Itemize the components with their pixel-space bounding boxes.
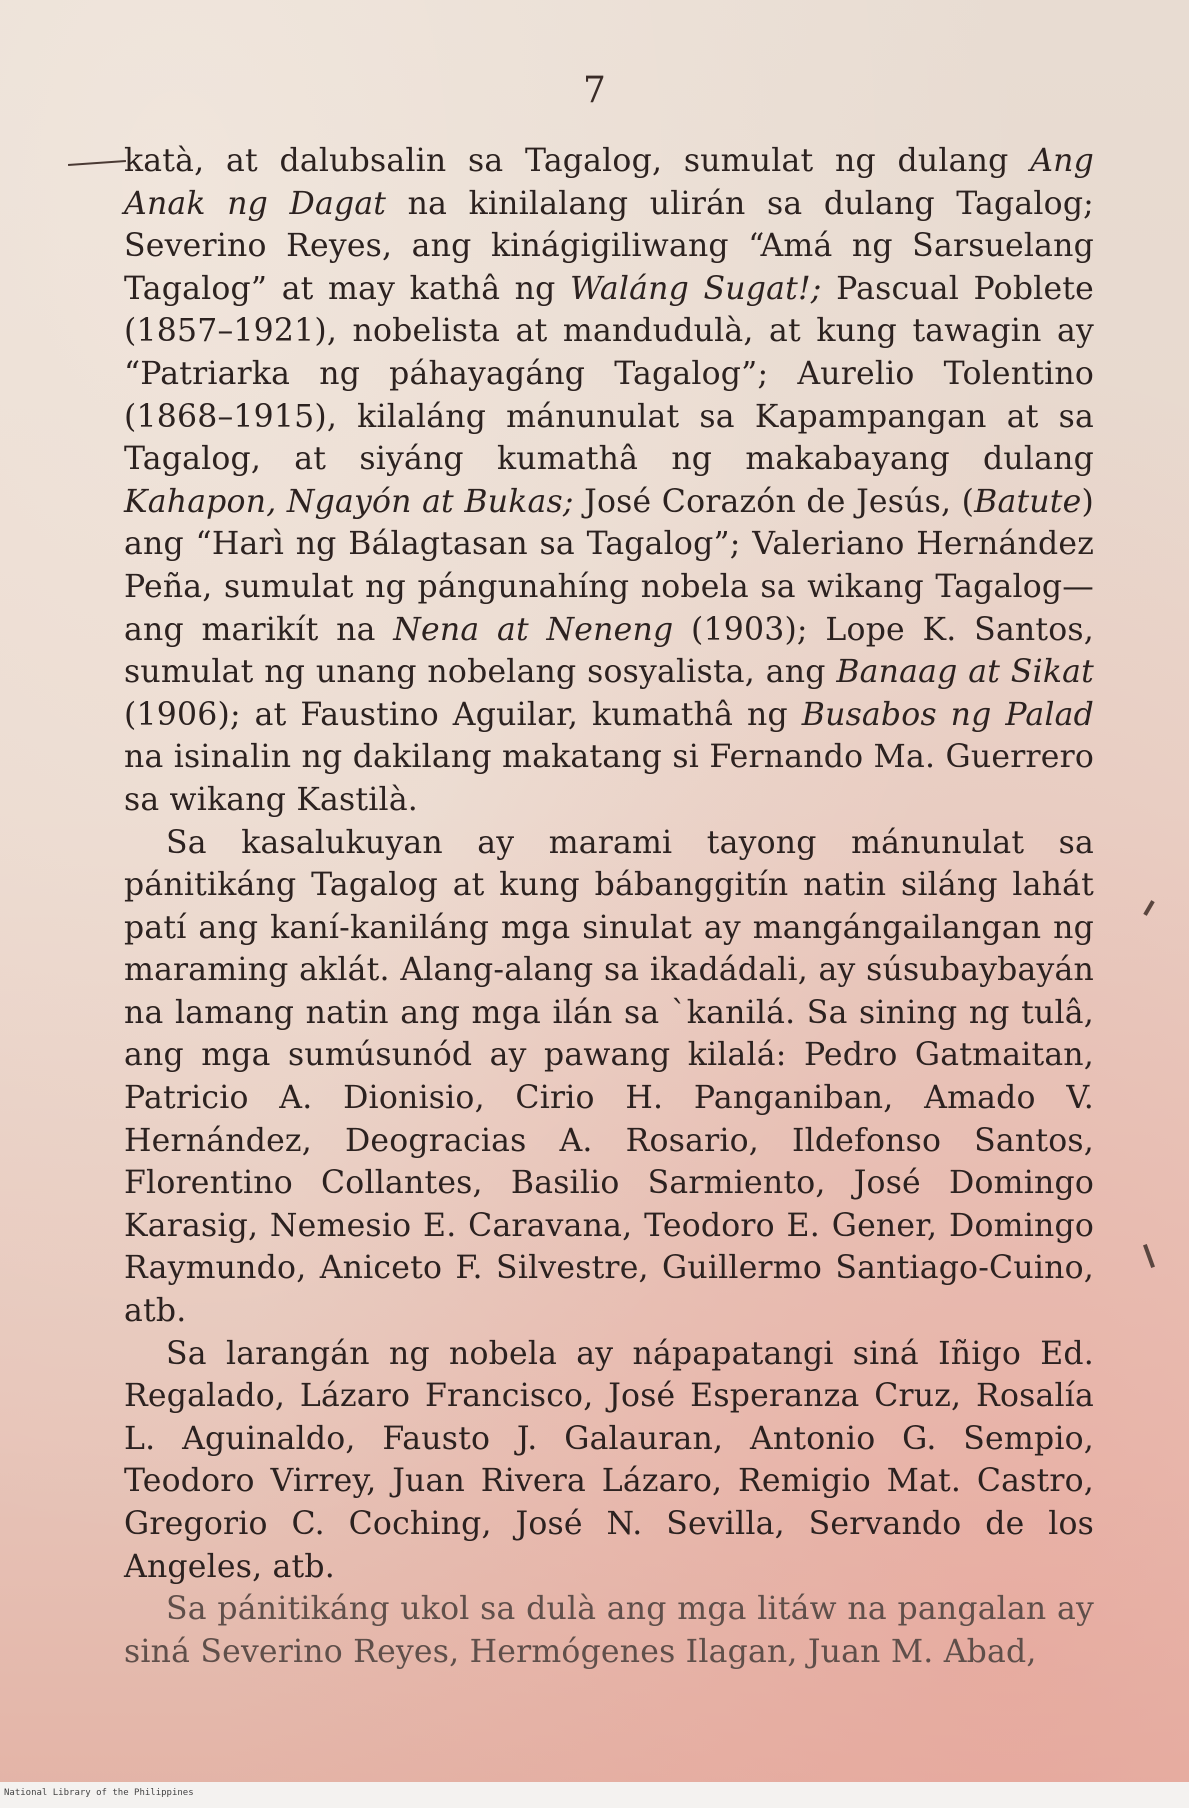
- paragraph-1-text-g: José Corazón de Jesús, (: [573, 483, 975, 520]
- paragraph-1: [124, 140, 1094, 822]
- paragraph-1-text-o: na isinalin ng dakilang makatang si Fernando Ma. Guerrero sa wikang Kastilà.: [124, 739, 1094, 818]
- title-banaag-at-sikat: Banaag at Sikat: [836, 654, 1094, 691]
- title-walang-sugat: Waláng Sugat!;: [570, 270, 822, 307]
- edge-mark: [1143, 1244, 1155, 1268]
- title-busabos-ng-palad: Busabos ng Palad: [801, 696, 1094, 733]
- page-number: 7: [583, 70, 606, 111]
- title-kahapon-ngayon-at-bukas: Kahapon, Ngayón at Bukas;: [124, 483, 574, 520]
- paragraph-3: Sa larangán ng nobela ay nápapatangi siná Iñigo Ed. Regalado, Lázaro Francisco, José Esperanza Cruz, Rosalía L. Aguinaldo, Fausto J. Galauran, Antonio G. Sempio, Teodoro Virrey, Juan Rivera Lázaro, Remigio Mat. Castro, Gregorio C. Coching, José N. Sevilla, Servando de los Angeles, atb.: [124, 1335, 1094, 1585]
- paragraph-1-text-m: (1906); at Faustino Aguilar, kumathâ ng: [124, 696, 802, 733]
- paragraph-4: Sa pánitikáng ukol sa dulà ang mga litáw na pangalan ay siná Severino Reyes, Hermógenes Ilagan, Juan M. Abad,: [124, 1591, 1094, 1670]
- paragraph-1-text-e: Pascual Poblete (1857–1921), nobelista at mandudulà, at kung tawagin ay “Patriarka ng páhayagáng Tagalog”; Aurelio Tolentino (1868–1915), kilaláng mánunulat sa Kapampangan at sa Tagalog, at siyáng kumathâ ng makabayang dulang: [124, 270, 1095, 478]
- paragraph-1-text-c: na kinilalang ulirán sa dulang Tagalog; Severino Reyes, ang kinágigiliwang “Amá ng Sarsuelang Tagalog” at may kathâ ng: [124, 185, 1095, 307]
- title-ang-anak-ng-dagat: Ang Anak ng Dagat: [124, 143, 1094, 222]
- page-body-text: [124, 140, 1094, 1673]
- edge-mark: [1143, 900, 1154, 916]
- paragraph-2: Sa kasalukuyan ay marami tayong mánunulat sa pánitikáng Tagalog at kung bábanggitín natin siláng lahát patí ang kaní-kaniláng mga sinulat ay mangángailangan ng maraming aklát. Alang-alang sa ikadádali, ay súsubaybayán na lamang natin ang mga ilán sa `kanilá. Sa sining ng tulâ, ang mga sumúsunód ay pawang kilalá: Pedro Gatmaitan, Patricio A. Dionisio, Cirio H. Panganiban, Amado V. Hernández, Deogracias A. Rosario, Ildefonso Santos, Florentino Collantes, Basilio Sarmiento, José Domingo Karasig, Nemesio E. Caravana, Teodoro E. Gener, Domingo Raymundo, Aniceto F. Silvestre, Guillermo Santiago-Cuino, atb.: [124, 824, 1094, 1330]
- margin-pen-mark: [68, 160, 126, 166]
- scan-footer-credit: National Library of the Philippines: [4, 1788, 194, 1798]
- paragraph-1-text-i: ) ang “Harì ng Bálagtasan sa Tagalog”; Valeriano Hernández Peña, sumulat ng pángunahíng nobela sa wikang Tagalog—ang marikít na: [124, 483, 1094, 648]
- title-nena-at-neneng: Nena at Neneng: [393, 611, 674, 648]
- pen-name-batute: Batute: [974, 483, 1082, 520]
- paragraph-1-text-a: katà, at dalubsalin sa Tagalog, sumulat ng dulang: [124, 143, 1031, 179]
- paragraph-1-text-k: (1903); Lope K. Santos, sumulat ng unang nobelang sosyalista, ang: [124, 611, 1095, 691]
